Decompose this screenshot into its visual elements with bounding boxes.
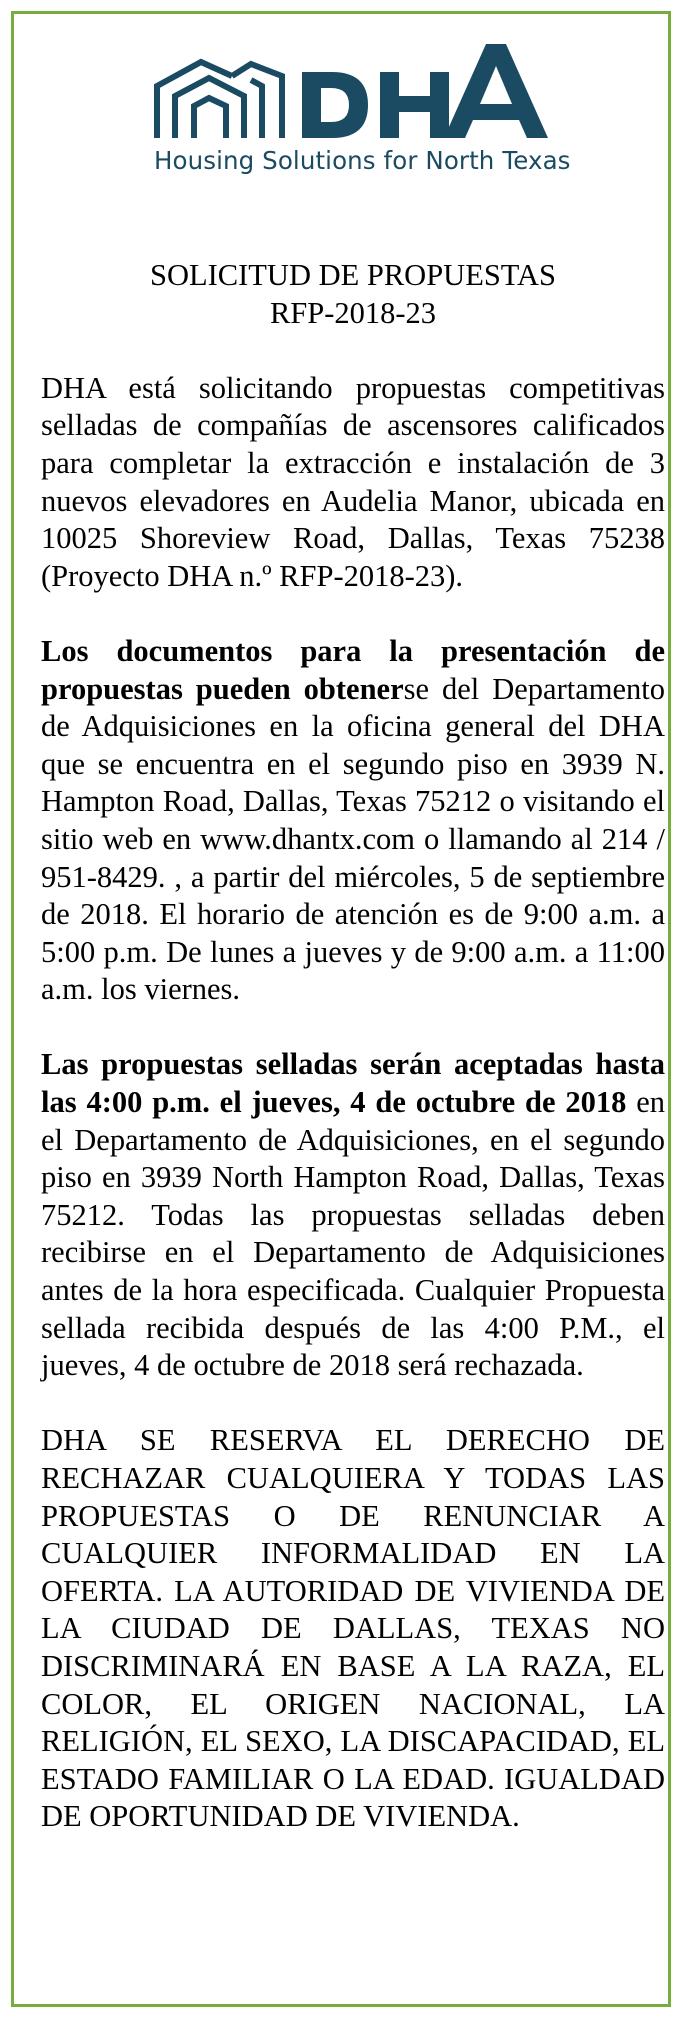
logo-tagline: Housing Solutions for North Texas — [154, 146, 571, 175]
house-middle-icon — [175, 78, 244, 138]
house-right-icon — [232, 64, 282, 138]
notice-body — [41, 257, 665, 1836]
house-inner-icon — [194, 98, 226, 138]
letter-h — [380, 72, 449, 138]
paragraph-documents-bold: Los documentos para la presentación de propuestas pueden obtener — [41, 633, 665, 706]
paragraph-disclaimer: DHA SE RESERVA EL DERECHO DE RECHAZAR CUALQUIERA Y TODAS LAS PROPUESTAS O DE RENUNCIAR A CUALQUIER INFORMALIDAD EN LA OFERTA. LA AUTORIDAD DE VIVIENDA DE LA CIUDAD DE DALLAS, TEXAS NO DISCRIMINARÁ EN BASE A LA RAZA, EL COLOR, EL ORIGEN NACIONAL, LA RELIGIÓN, EL SEXO, LA DISCAPACIDAD, EL ESTADO FAMILIAR O LA EDAD. IGUALDAD DE OPORTUNIDAD DE VIVIENDA. — [41, 1423, 665, 1834]
letter-d — [302, 72, 368, 138]
house-side-icon — [251, 80, 262, 138]
heading-rfp-number: RFP-2018-23 — [269, 295, 437, 330]
paragraph-deadline-text: en el Departamento de Adquisiciones, en el segundo piso en 3939 North Hampton Road, Dallas, Texas 75212. Todas las propuestas selladas deben recibirse en el Departamento de Adquisiciones antes de la hora especificada. Cualquier Propuesta sellada recibida después de las 4:00 P.M., el jueves, 4 de octubre de 2018 será rechazada. — [41, 1085, 665, 1383]
paragraph-intro: DHA está solicitando propuestas competitivas selladas de compañías de ascensores calificados para completar la extracción e instalación de 3 nuevos elevadores en Audelia Manor, ubicada en 10025 Shoreview Road, Dallas, Texas 75238 (Proyecto DHA n.º RFP-2018-23). — [41, 370, 665, 593]
notice-heading — [41, 257, 665, 332]
heading-title: SOLICITUD DE PROPUESTAS — [150, 258, 556, 292]
dha-logo-graphic — [154, 36, 554, 146]
notice-frame — [11, 11, 671, 2007]
paragraph-deadline-bold: Las propuestas selladas serán aceptadas hasta las 4:00 p.m. el jueves, 4 de octubre de 2018 — [41, 1047, 665, 1120]
letter-a — [444, 44, 548, 138]
paragraph-deadline — [41, 1046, 665, 1384]
paragraph-documents-text: se del Departamento de Adquisiciones en la oficina general del DHA que se encuentra en el segundo piso en 3939 N. Hampton Road, Dallas, Texas 75212 o visitando el sitio web en www.dhantx.com o llamando al 214 / 951-8429. , a partir del miércoles, 5 de septiembre de 2018. El horario de atención es de 9:00 a.m. a 5:00 p.m. De lunes a jueves y de 9:00 a.m. a 11:00 a.m. los viernes. — [41, 671, 665, 1007]
dha-logo — [154, 36, 571, 186]
paragraph-documents — [41, 633, 665, 1009]
